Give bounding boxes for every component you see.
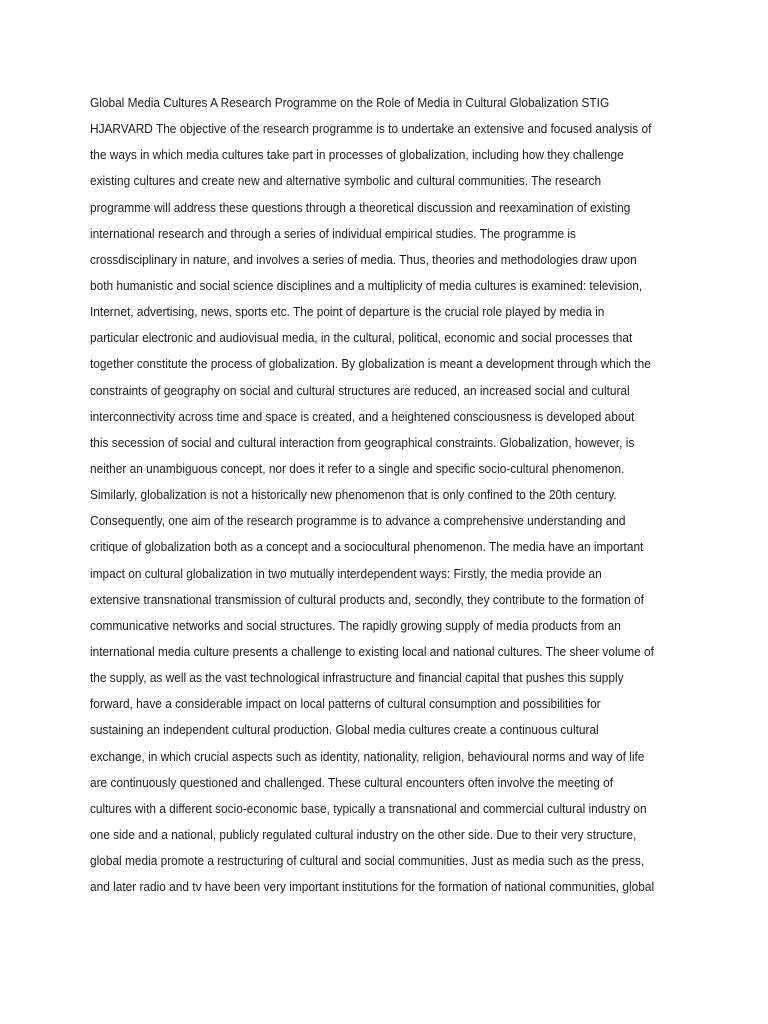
text-line: extensive transnational transmission of cultural products and, secondly, they contribute to the formation of — [90, 591, 644, 607]
text-line: existing cultures and create new and alternative symbolic and cultural communities. The research — [90, 173, 602, 189]
text-line: global media promote a restructuring of cultural and social communities. Just as media such as the press, — [90, 853, 645, 869]
text-line: exchange, in which crucial aspects such as identity, nationality, religion, behavioural norms and way of life — [90, 748, 645, 764]
text-line: constraints of geography on social and cultural structures are reduced, an increased social and cultural — [90, 382, 630, 398]
text-line: cultures with a different socio-economic base, typically a transnational and commercial cultural industry on — [90, 800, 647, 816]
text-line: interconnectivity across time and space is created, and a heightened consciousness is developed about — [90, 408, 635, 424]
text-line: are continuously questioned and challenged. These cultural encounters often involve the meeting of — [90, 774, 614, 790]
text-line: this secession of social and cultural interaction from geographical constraints. Globalization, however, is — [90, 434, 635, 450]
text-line: one side and a national, publicly regulated cultural industry on the other side. Due to their very structure, — [90, 826, 637, 842]
text-line: sustaining an independent cultural production. Global media cultures create a continuous cultural — [90, 722, 599, 738]
text-line: HJARVARD The objective of the research programme is to undertake an extensive and focused analysis of — [90, 121, 652, 137]
body-text — [90, 90, 690, 900]
text-line: impact on cultural globalization in two mutually interdependent ways: Firstly, the media provide an — [90, 565, 602, 581]
text-line: crossdisciplinary in nature, and involves a series of media. Thus, theories and methodologies draw upon — [90, 251, 637, 267]
text-line: forward, have a considerable impact on local patterns of cultural consumption and possibilities for — [90, 696, 601, 712]
text-line: the ways in which media cultures take part in processes of globalization, including how they challenge — [90, 147, 624, 163]
text-line: critique of globalization both as a concept and a sociocultural phenomenon. The media have an important — [90, 539, 644, 555]
text-line: Internet, advertising, news, sports etc. The point of departure is the crucial role played by media in — [90, 304, 605, 320]
text-line: the supply, as well as the vast technological infrastructure and financial capital that pushes this supply — [90, 670, 624, 686]
text-line: programme will address these questions through a theoretical discussion and reexamination of existing — [90, 199, 631, 215]
text-line: Global Media Cultures A Research Programme on the Role of Media in Cultural Globalization STIG — [90, 95, 610, 110]
text-line: particular electronic and audiovisual media, in the cultural, political, economic and social processes that — [90, 330, 633, 346]
text-line: Similarly, globalization is not a historically new phenomenon that is only confined to the 20th century. — [90, 487, 617, 503]
text-line: both humanistic and social science disciplines and a multiplicity of media cultures is examined: television, — [90, 277, 643, 293]
text-line: and later radio and tv have been very important institutions for the formation of national communities, global — [90, 879, 655, 895]
text-line: together constitute the process of globalization. By globalization is meant a development through which the — [90, 356, 651, 372]
text-line: international research and through a series of individual empirical studies. The programme is — [90, 225, 576, 241]
text-line: Consequently, one aim of the research programme is to advance a comprehensive understanding and — [90, 513, 626, 529]
text-line: communicative networks and social structures. The rapidly growing supply of media products from an — [90, 617, 621, 633]
text-line: international media culture presents a challenge to existing local and national cultures. The sheer volume of — [90, 643, 654, 659]
text-line: neither an unambiguous concept, nor does it refer to a single and specific socio-cultural phenomenon. — [90, 460, 625, 476]
